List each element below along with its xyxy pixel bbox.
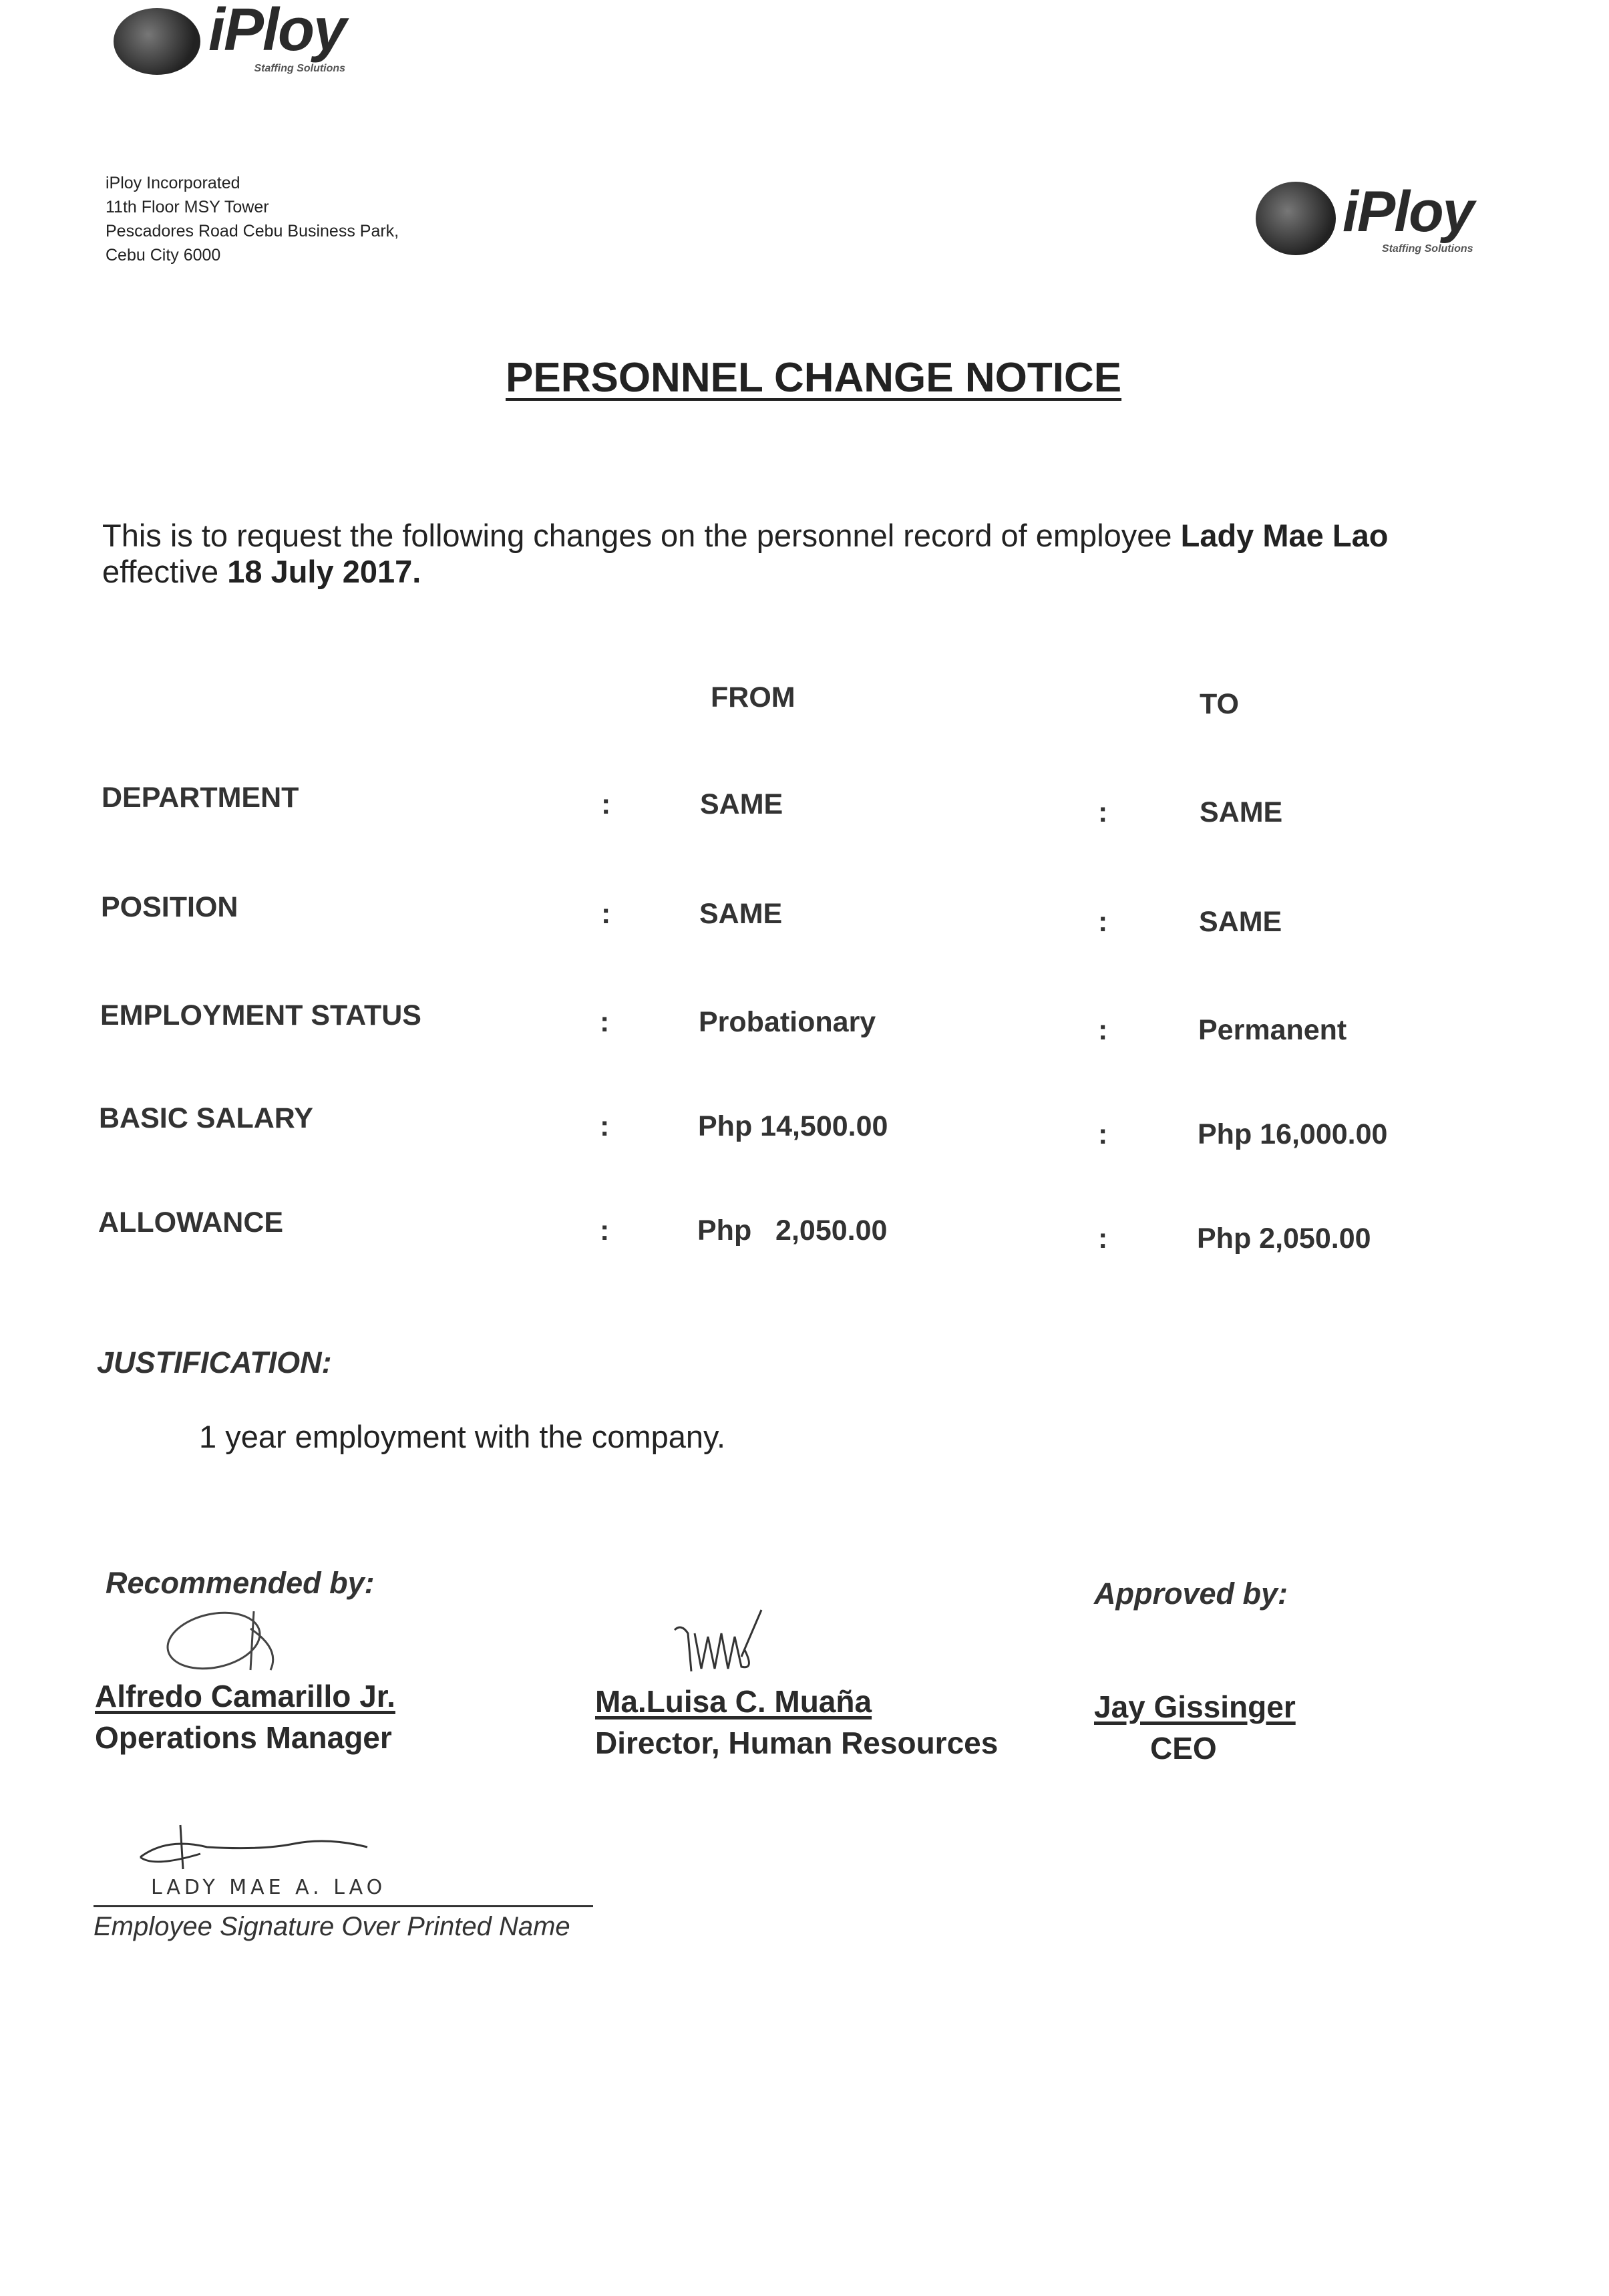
signatory-role: Director, Human Resources <box>595 1726 999 1760</box>
from-value: Probationary <box>699 1006 876 1038</box>
signatory-name: Ma.Luisa C. Muaña <box>595 1684 872 1719</box>
to-value: SAME <box>1200 796 1283 828</box>
address-line: Pescadores Road Cebu Business Park, <box>106 222 399 240</box>
recommended-by-label: Recommended by: <box>106 1566 375 1600</box>
justification-text: 1 year employment with the company. <box>199 1419 726 1454</box>
to-value: Php 16,000.00 <box>1198 1118 1388 1150</box>
separator: : <box>601 898 611 930</box>
effective-date: 18 July 2017. <box>227 554 421 589</box>
separator: : <box>600 1006 610 1038</box>
address-line: Cebu City 6000 <box>106 246 221 265</box>
company-address <box>106 171 399 267</box>
from-value: SAME <box>699 898 783 930</box>
company-logo-right <box>1256 182 1473 255</box>
from-value: Php 14,500.00 <box>698 1110 888 1142</box>
row-label: ALLOWANCE <box>98 1206 284 1239</box>
separator: : <box>1098 796 1108 828</box>
signature-camarillo <box>154 1609 301 1673</box>
separator: : <box>1098 1118 1108 1150</box>
to-value: SAME <box>1199 906 1282 938</box>
justification-label: JUSTIFICATION: <box>97 1345 332 1379</box>
signatory-hr-director <box>595 1683 998 1761</box>
approved-by-label: Approved by: <box>1094 1577 1288 1611</box>
separator: : <box>600 1110 610 1142</box>
signature-line <box>94 1905 593 1907</box>
company-logo-top <box>114 0 345 75</box>
separator: : <box>601 788 611 820</box>
separator: : <box>1098 906 1108 938</box>
logo-text: iPloy <box>208 0 346 63</box>
signatory-name: Alfredo Camarillo Jr. <box>95 1679 395 1713</box>
address-line: iPloy Incorporated <box>106 174 240 192</box>
logo-tagline: Staffing Solutions <box>254 63 346 74</box>
from-header: FROM <box>711 681 795 713</box>
intro-effective-text: effective <box>102 554 228 589</box>
globe-icon <box>114 8 200 75</box>
document-title: PERSONNEL CHANGE NOTICE <box>506 355 1122 401</box>
globe-icon <box>1256 182 1336 255</box>
row-label: BASIC SALARY <box>99 1102 313 1134</box>
signatory-role: Operations Manager <box>95 1720 392 1755</box>
employee-name: Lady Mae Lao <box>1180 518 1389 553</box>
signatory-name: Jay Gissinger <box>1094 1689 1296 1724</box>
employee-printed-name: LADY MAE A. LAO <box>151 1876 387 1899</box>
signatory-operations-manager <box>95 1678 395 1756</box>
to-value: Php 2,050.00 <box>1197 1222 1371 1255</box>
address-line: 11th Floor MSY Tower <box>106 198 269 216</box>
row-label: EMPLOYMENT STATUS <box>100 999 421 1031</box>
to-value: Permanent <box>1198 1014 1347 1046</box>
from-value: SAME <box>700 788 783 820</box>
separator: : <box>1098 1222 1108 1255</box>
employee-signature-caption: Employee Signature Over Printed Name <box>94 1912 570 1941</box>
from-value: Php 2,050.00 <box>697 1214 888 1247</box>
signature-employee <box>127 1824 394 1870</box>
intro-paragraph <box>102 518 1388 590</box>
signature-muana <box>668 1610 801 1674</box>
separator: : <box>600 1214 610 1247</box>
intro-text: This is to request the following changes on the personnel record of employee <box>102 518 1181 553</box>
logo-text: iPloy <box>1343 180 1473 244</box>
signatory-ceo <box>1094 1689 1296 1766</box>
row-label: DEPARTMENT <box>102 782 299 814</box>
logo-tagline: Staffing Solutions <box>1381 243 1473 255</box>
row-label: POSITION <box>101 891 238 923</box>
to-header: TO <box>1200 688 1239 720</box>
separator: : <box>1098 1014 1108 1046</box>
signatory-role: CEO <box>1150 1731 1217 1766</box>
